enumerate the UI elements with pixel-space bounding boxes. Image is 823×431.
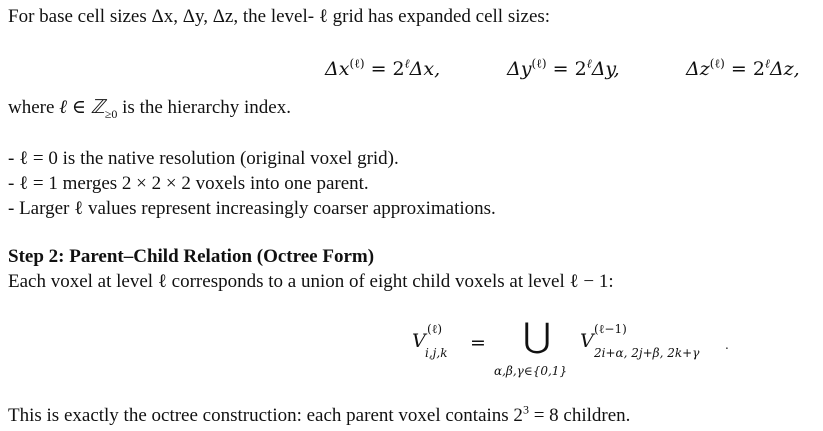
dx-symbol: Δx <box>325 58 350 80</box>
union-end: . <box>725 338 729 352</box>
rhs-sub: 2i+α, 2j+β, 2k+γ <box>594 346 700 360</box>
dz-sup: (ℓ) <box>709 56 725 71</box>
union-equation <box>412 330 426 352</box>
dy-rhs-exp: ℓ <box>586 56 592 71</box>
rhs-sup: (ℓ−1) <box>594 322 627 336</box>
dx-rhs-post: Δx, <box>409 58 441 80</box>
dz-rhs-pre: = 2 <box>724 58 765 80</box>
lhs-v: V <box>412 330 426 352</box>
where-suffix: is the hierarchy index. <box>117 97 291 118</box>
conclusion-exp: 3 <box>522 402 529 417</box>
bullet-item: - ℓ = 1 merges 2 × 2 × 2 voxels into one parent. <box>8 173 369 194</box>
dy-symbol: Δy <box>507 58 532 80</box>
rhs-v: V <box>580 330 594 352</box>
lhs-sup: (ℓ) <box>427 322 443 336</box>
union-operator: ⋃ <box>523 318 551 355</box>
conclusion-pre: This is exactly the octree construction: each parent voxel contains 2 <box>8 405 523 426</box>
dz-rhs-post: Δz, <box>769 58 800 80</box>
where-sub: ≥0 <box>104 106 118 121</box>
equals-sign: = <box>470 332 486 354</box>
dy-rhs-pre: = 2 <box>546 58 587 80</box>
union-sub: α,β,γ∈{0,1} <box>494 364 568 378</box>
equation-dz <box>686 58 800 80</box>
bullet-item: - ℓ = 0 is the native resolution (original voxel grid). <box>8 148 399 169</box>
dz-rhs-exp: ℓ <box>764 56 770 71</box>
dx-rhs-pre: = 2 <box>364 58 405 80</box>
where-line <box>8 96 291 119</box>
step2-heading: Step 2: Parent–Child Relation (Octree Form) <box>8 246 375 267</box>
dx-sup: (ℓ) <box>349 56 365 71</box>
dx-rhs-exp: ℓ <box>404 56 410 71</box>
conclusion-post: = 8 children. <box>528 405 631 426</box>
dz-symbol: Δz <box>686 58 710 80</box>
where-symbol: ℓ ∈ ℤ <box>59 97 105 118</box>
where-prefix: where <box>8 97 60 118</box>
bullet-item: - Larger ℓ values represent increasingly coarser approximations. <box>8 198 496 219</box>
equation-dx <box>325 58 440 80</box>
dy-rhs-post: Δy, <box>591 58 620 80</box>
conclusion-text <box>8 402 631 427</box>
intro-text: For base cell sizes Δx, Δy, Δz, the level- ℓ grid has expanded cell sizes: <box>8 6 551 27</box>
step2-description: Each voxel at level ℓ corresponds to a union of eight child voxels at level ℓ − 1: <box>8 271 614 292</box>
lhs-sub: i,j,k <box>425 346 448 360</box>
dy-sup: (ℓ) <box>531 56 547 71</box>
equation-dy <box>507 58 620 80</box>
